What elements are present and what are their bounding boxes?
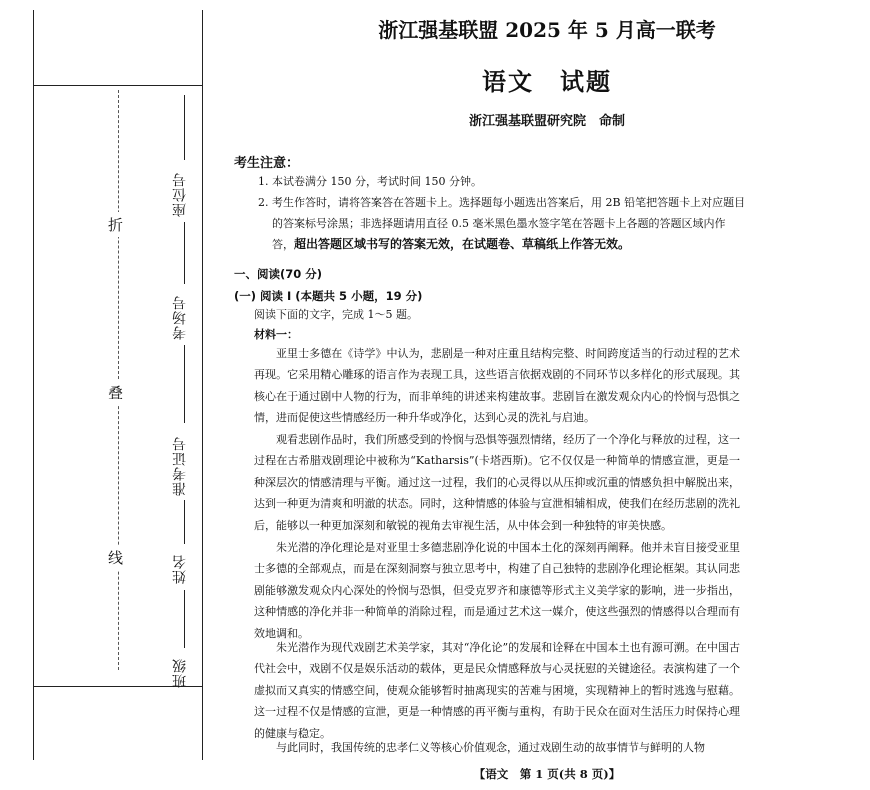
admission-number-label: 准考证号 xyxy=(172,436,188,496)
fold-char-1: 折 xyxy=(108,212,123,237)
admission-number-line[interactable] xyxy=(184,345,185,423)
section-reading: 一、阅读(70 分) xyxy=(234,267,323,281)
notice-item-2-emphasis: 超出答题区域书写的答案无效，在试题卷、草稿纸上作答无效。 xyxy=(294,237,631,251)
class-label: 班级 xyxy=(172,658,188,688)
notice-item-2 xyxy=(258,192,746,255)
exam-room-label: 考场号 xyxy=(172,295,188,340)
paragraph-2: 观看悲剧作品时，我们所感受到的怜悯与恐惧等强烈情绪，经历了一个净化与释放的过程，这一过程在古希腊戏剧理论中被称为“Katharsis”(卡塔西斯)。它不仅仅是一种简单的情感宣泄，更是一种深层次的情感清理与平衡。通过这一过程，我们的心灵得以从压抑或沉重的情感负担中解脱出来，达到一种更为清爽和明澈的状态。同时，这种情感的体验与宣泄相辅相成，使我们在经历悲剧的洗礼后，能够以一种更加深刻和敏锐的视角去审视生活，从中体会到一种独特的审美快感。 xyxy=(254,433,740,532)
exam-room-line[interactable] xyxy=(184,222,185,284)
paragraph-4: 朱光潜作为现代戏剧艺术美学家，其对“净化论”的发展和诠释在中国本土也有源可溯。在中国古代社会中，戏剧不仅是娱乐活动的载体，更是民众情感释放与心灵抚慰的关键途径。表演构建了一个虚拟而又真实的情感空间，使观众能够暂时抽离现实的苦难与困境，实现精神上的暂时逃逸与慰藉。这一过程不仅是情感的宣泄，更是一种情感的再平衡与重构，有助于民众在面对生活压力时保持心理的健康与稳定。 xyxy=(254,641,740,740)
binding-divider-top xyxy=(34,85,202,86)
paragraph-5: 与此同时，我国传统的忠孝仁义等核心价值观念，通过戏剧生动的故事情节与鲜明的人物 xyxy=(276,741,705,754)
fold-char-2: 叠 xyxy=(108,380,123,405)
name-label: 姓名 xyxy=(172,554,188,584)
class-line[interactable] xyxy=(184,590,185,648)
material-label: 材料一： xyxy=(254,328,298,341)
exam-subject: 语文 试题 xyxy=(482,67,612,96)
notice-heading: 考生注意： xyxy=(234,156,300,171)
seat-number-label: 座位号 xyxy=(172,172,188,217)
section-reading-1: (一) 阅读 I (本题共 5 小题，19 分) xyxy=(234,289,423,303)
fold-char-3: 线 xyxy=(108,545,123,570)
exam-title: 浙江强基联盟 2025 年 5 月高一联考 xyxy=(378,18,716,42)
page-footer: 【语文 第 1 页(共 8 页)】 xyxy=(473,767,621,781)
notice-item-1: 1. 本试卷满分 150 分，考试时间 150 分钟。 xyxy=(258,175,482,188)
seat-number-line[interactable] xyxy=(184,95,185,160)
exam-producer: 浙江强基联盟研究院 命制 xyxy=(468,114,625,129)
name-line[interactable] xyxy=(184,500,185,544)
reading-instruction: 阅读下面的文字，完成 1～5 题。 xyxy=(254,308,418,321)
paragraph-1: 亚里士多德在《诗学》中认为，悲剧是一种对庄重且结构完整、时间跨度适当的行动过程的艺术再现。它采用精心雕琢的语言作为表现工具，这些语言依据戏剧的不同环节以多样化的形式展现。其核心在于通过剧中人物的行为，而非单纯的讲述来构建故事。悲剧旨在激发观众内心的怜悯与恐惧之情，进而促使这些情感经历一种升华或净化，达到心灵的洗礼与启迪。 xyxy=(254,347,740,425)
notice-item-2-text: 2. 考生作答时，请将答案答在答题卡上。选择题每小题选出答案后，用 2B 铅笔把答题卡上对应题目的答案标号涂黑；非选择题请用直径 0.5 毫米黑色墨水签字笔在答题卡上各题的答题区域内作答， xyxy=(258,196,746,251)
paragraph-3: 朱光潜的净化理论是对亚里士多德悲剧净化说的中国本土化的深刻再阐释。他并未盲目接受亚里士多德的全部观点，而是在深刻洞察与独立思考中，构建了自己独特的悲剧净化理论框架。其认同悲剧能够激发观众内心深处的怜悯与恐惧，但受克罗齐和康德等形式主义美学家的影响，进一步指出，这种情感的净化并非一种简单的消除过程，而是通过艺术这一媒介，使这些强烈的情感得以合理而有效地调和。 xyxy=(254,541,740,640)
